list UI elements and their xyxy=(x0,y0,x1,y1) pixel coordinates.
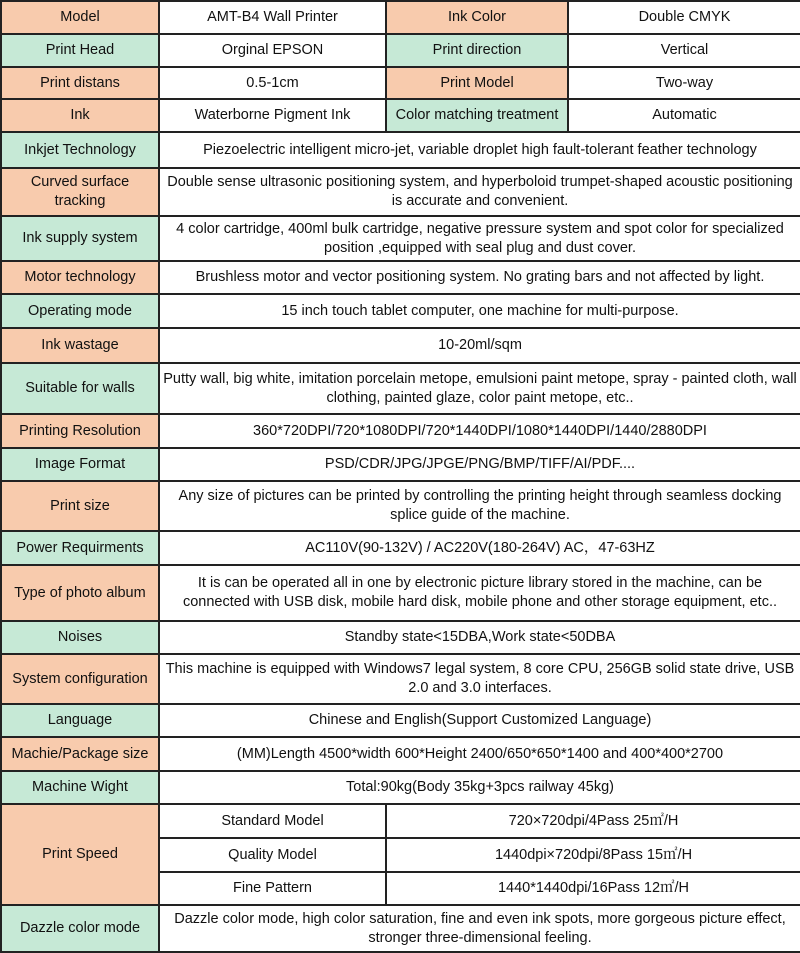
table-row xyxy=(1,654,800,704)
table-row xyxy=(1,328,800,363)
table-row xyxy=(1,905,800,952)
spec-value: Piezoelectric intelligent micro-jet, variable droplet high fault-tolerant feather technology xyxy=(159,132,800,168)
table-row xyxy=(1,363,800,414)
table-row xyxy=(1,1,800,34)
spec-label: Motor technology xyxy=(1,261,159,294)
spec-value: 4 color cartridge, 400ml bulk cartridge, negative pressure system and spot color for specialized position ,equipped with seal plug and dust cover. xyxy=(159,216,800,261)
spec-value: Double sense ultrasonic positioning system, and hyperboloid trumpet-shaped acoustic positioning is accurate and convenient. xyxy=(159,168,800,216)
table-row xyxy=(1,294,800,328)
table-row xyxy=(1,448,800,481)
spec-label: Inkjet Technology xyxy=(1,132,159,168)
spec-value: 10-20ml/sqm xyxy=(159,328,800,363)
spec-value: AMT-B4 Wall Printer xyxy=(159,1,386,34)
spec-value: Total:90kg(Body 35kg+3pcs railway 45kg) xyxy=(159,771,800,804)
spec-value: AC110V(90-132V) / AC220V(180-264V) AC，47-63HZ xyxy=(159,531,800,565)
table-row xyxy=(1,216,800,261)
spec-value: Orginal EPSON xyxy=(159,34,386,67)
table-row xyxy=(1,621,800,654)
spec-label: Print direction xyxy=(386,34,568,67)
print-speed-value: 1440*1440dpi/16Pass 12㎡/H xyxy=(386,872,800,905)
table-row xyxy=(1,99,800,132)
table-row xyxy=(1,737,800,771)
table-row xyxy=(1,414,800,448)
spec-label: Ink wastage xyxy=(1,328,159,363)
spec-label: Ink xyxy=(1,99,159,132)
print-mode: Quality Model xyxy=(159,838,386,872)
spec-value: Any size of pictures can be printed by controlling the printing height through seamless docking splice guide of the machine. xyxy=(159,481,800,531)
spec-value: Waterborne Pigment Ink xyxy=(159,99,386,132)
print-speed-label: Print Speed xyxy=(1,804,159,905)
spec-label: Color matching treatment xyxy=(386,99,568,132)
print-mode: Fine Pattern xyxy=(159,872,386,905)
spec-value: It is can be operated all in one by electronic picture library stored in the machine, can be connected with USB disk, mobile hard disk, mobile phone and other storage equipment, etc.. xyxy=(159,565,800,621)
spec-value: 15 inch touch tablet computer, one machine for multi-purpose. xyxy=(159,294,800,328)
spec-value: Chinese and English(Support Customized Language) xyxy=(159,704,800,737)
spec-label: Print Head xyxy=(1,34,159,67)
print-speed-value: 720×720dpi/4Pass 25㎡/H xyxy=(386,804,800,838)
spec-label: Ink supply system xyxy=(1,216,159,261)
spec-label: Machine Wight xyxy=(1,771,159,804)
spec-label: Print Model xyxy=(386,67,568,99)
table-row xyxy=(1,481,800,531)
spec-value: (MM)Length 4500*width 600*Height 2400/650*650*1400 and 400*400*2700 xyxy=(159,737,800,771)
spec-value: Two-way xyxy=(568,67,800,99)
table-row xyxy=(1,168,800,216)
spec-value: Dazzle color mode, high color saturation, fine and even ink spots, more gorgeous picture effect, stronger three-dimensional feeling. xyxy=(159,905,800,952)
spec-label: Dazzle color mode xyxy=(1,905,159,952)
spec-value: Vertical xyxy=(568,34,800,67)
table-row xyxy=(1,771,800,804)
spec-value: Brushless motor and vector positioning system. No grating bars and not affected by light. xyxy=(159,261,800,294)
spec-label: Language xyxy=(1,704,159,737)
print-speed-value: 1440dpi×720dpi/8Pass 15㎡/H xyxy=(386,838,800,872)
spec-label: Power Requirments xyxy=(1,531,159,565)
table-row xyxy=(1,704,800,737)
table-row xyxy=(1,804,800,838)
spec-label: Machie/Package size xyxy=(1,737,159,771)
spec-label: Operating mode xyxy=(1,294,159,328)
spec-label: Type of photo album xyxy=(1,565,159,621)
spec-label: Noises xyxy=(1,621,159,654)
spec-value: Putty wall, big white, imitation porcelain metope, emulsioni paint metope, spray - painted cloth, wall clothing, painted glaze, color paint metope, etc.. xyxy=(159,363,800,414)
spec-value: PSD/CDR/JPG/JPGE/PNG/BMP/TIFF/AI/PDF.... xyxy=(159,448,800,481)
spec-label: Print distans xyxy=(1,67,159,99)
spec-label: Model xyxy=(1,1,159,34)
spec-label: Curved surface tracking xyxy=(1,168,159,216)
print-mode: Standard Model xyxy=(159,804,386,838)
spec-label: Ink Color xyxy=(386,1,568,34)
spec-value: Automatic xyxy=(568,99,800,132)
spec-label: Print size xyxy=(1,481,159,531)
table-row xyxy=(1,34,800,67)
table-row xyxy=(1,565,800,621)
spec-value: 360*720DPI/720*1080DPI/720*1440DPI/1080*1440DPI/1440/2880DPI xyxy=(159,414,800,448)
spec-label: Printing Resolution xyxy=(1,414,159,448)
table-row xyxy=(1,67,800,99)
spec-value: This machine is equipped with Windows7 legal system, 8 core CPU, 256GB solid state drive, USB 2.0 and 3.0 interfaces. xyxy=(159,654,800,704)
spec-value: 0.5-1cm xyxy=(159,67,386,99)
table-row xyxy=(1,132,800,168)
table-row xyxy=(1,261,800,294)
table-row xyxy=(1,531,800,565)
spec-label: Image Format xyxy=(1,448,159,481)
spec-value: Standby state<15DBA,Work state<50DBA xyxy=(159,621,800,654)
spec-label: Suitable for walls xyxy=(1,363,159,414)
spec-label: System configuration xyxy=(1,654,159,704)
spec-value: Double CMYK xyxy=(568,1,800,34)
